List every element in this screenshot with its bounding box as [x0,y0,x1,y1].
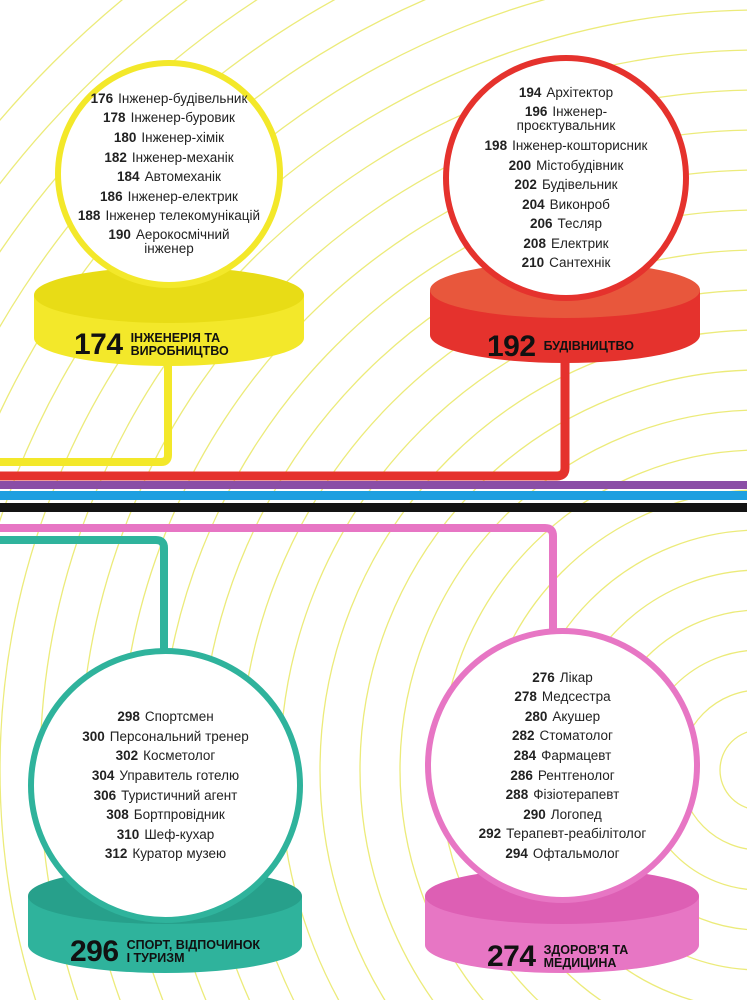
item-name: Медсестра [541,689,611,705]
item-page-number: 282 [511,728,535,744]
construction-connector [0,350,565,476]
sport-list [82,707,249,864]
item-page-number: 206 [530,216,553,232]
list-item[interactable] [485,195,648,215]
list-item[interactable] [78,226,260,259]
item-page-number: 184 [117,169,140,185]
section-page-number: 174 [74,328,123,361]
section-title: ІНЖЕНЕРІЯ ТА ВИРОБНИЦТВО [130,330,229,358]
item-name: Офтальмолог [532,845,620,861]
list-item[interactable] [485,103,648,136]
item-name: Інженер-електрик [127,188,238,204]
list-item[interactable] [82,766,249,786]
item-name: Бортпровідник [133,807,225,823]
item-name: Акушер [552,708,601,724]
item-page-number: 176 [90,90,114,106]
item-page-number: 276 [532,669,555,685]
list-item[interactable] [485,156,648,176]
list-item[interactable] [78,187,260,207]
list-item[interactable] [78,89,260,109]
black-stripe [0,503,747,512]
item-page-number: 210 [521,255,545,271]
list-item[interactable] [78,128,260,148]
list-item[interactable] [82,746,249,766]
item-page-number: 180 [113,129,137,145]
list-item[interactable] [485,234,648,254]
engineering-list [78,89,260,259]
health-connector [0,528,553,640]
engineering-bubble [55,60,283,288]
list-item[interactable] [78,206,260,226]
item-page-number: 288 [505,787,529,803]
item-name: Туристичний агент [121,787,238,803]
ring [720,730,747,810]
item-page-number: 182 [104,149,127,165]
list-item[interactable] [78,108,260,128]
item-name: Інженер-будівельник [118,90,248,106]
list-item[interactable] [479,844,647,864]
list-item[interactable] [485,136,648,156]
item-page-number: 186 [100,188,123,204]
item-page-number: 284 [513,747,537,763]
item-name: Інженер-кошторисник [512,137,648,153]
item-name: Косметолог [143,748,216,764]
item-page-number: 302 [115,748,139,764]
list-item[interactable] [479,668,647,688]
item-page-number: 290 [523,806,546,822]
item-page-number: 198 [484,137,508,153]
item-page-number: 306 [93,787,117,803]
list-item[interactable] [82,786,249,806]
sport-label[interactable] [70,935,260,969]
item-name: Інженер- проєктувальник [516,103,616,133]
item-name: Електрик [550,235,609,251]
item-page-number: 280 [524,708,548,724]
item-page-number: 188 [77,208,101,224]
purple-stripe [0,481,747,489]
health-bubble [425,628,700,903]
list-item[interactable] [479,785,647,805]
item-name: Аерокосмічний інженер [135,226,230,256]
item-page-number: 202 [514,177,537,193]
item-name: Лікар [559,669,593,685]
item-name: Інженер-буровик [130,110,235,126]
blue-stripe [0,491,747,500]
item-name: Архітектор [546,85,614,101]
sport-bubble [28,648,303,923]
list-item[interactable] [485,175,648,195]
list-item[interactable] [485,253,648,273]
section-page-number: 192 [487,330,536,363]
list-item[interactable] [479,805,647,825]
item-name: Спортсмен [144,709,214,725]
list-item[interactable] [82,707,249,727]
list-item[interactable] [82,805,249,825]
item-page-number: 286 [510,767,533,783]
item-name: Фізіотерапевт [533,787,620,803]
item-name: Виконроб [549,196,610,212]
construction-label[interactable] [487,330,634,364]
item-page-number: 300 [82,728,105,744]
construction-list [485,83,648,273]
item-page-number: 194 [518,85,542,101]
item-page-number: 178 [103,110,126,126]
section-title: СПОРТ, ВІДПОЧИНОК І ТУРИЗМ [126,937,261,965]
item-page-number: 208 [523,235,546,251]
list-item[interactable] [479,746,647,766]
list-item[interactable] [485,83,648,103]
construction-bubble [443,55,689,301]
section-page-number: 274 [487,940,536,973]
item-name: Будівельник [541,177,618,193]
list-item[interactable] [479,766,647,786]
engineering-label[interactable] [74,328,229,362]
sport-connector [0,540,164,660]
item-name: Фармацевт [541,747,612,763]
item-name: Інженер телекомунікацій [105,208,261,224]
section-page-number: 296 [70,935,119,968]
item-page-number: 308 [106,807,129,823]
section-title: БУДІВНИЦТВО [543,339,634,354]
item-name: Тесляр [557,216,602,232]
list-item[interactable] [78,148,260,168]
item-name: Сантехнік [549,255,611,271]
section-title: ЗДОРОВ'Я ТА МЕДИЦИНА [543,942,629,970]
item-page-number: 204 [522,196,545,212]
item-page-number: 294 [505,845,528,861]
item-name: Куратор музею [132,846,227,862]
item-page-number: 310 [116,826,140,842]
list-item[interactable] [78,167,260,187]
health-label[interactable] [487,940,628,974]
item-name: Автомеханік [144,169,221,185]
item-name: Стоматолог [539,728,613,744]
item-page-number: 292 [478,826,502,842]
list-item[interactable] [485,214,648,234]
health-list [479,668,647,864]
list-item[interactable] [82,825,249,845]
item-name: Логопед [550,806,602,822]
item-page-number: 200 [508,157,532,173]
item-name: Містобудівник [536,157,624,173]
list-item[interactable] [479,707,647,727]
item-name: Інженер-хімік [141,129,225,145]
item-name: Інженер-механік [131,149,234,165]
list-item[interactable] [479,687,647,707]
item-name: Терапевт-реабілітолог [506,826,647,842]
item-page-number: 312 [104,846,128,862]
list-item[interactable] [82,727,249,747]
engineering-connector [0,355,168,462]
item-page-number: 190 [108,226,131,242]
item-page-number: 304 [91,767,115,783]
list-item[interactable] [479,824,647,844]
item-page-number: 278 [514,689,537,705]
item-name: Управитель готелю [119,767,240,783]
list-item[interactable] [479,726,647,746]
item-name: Рентгенолог [537,767,615,783]
item-page-number: 196 [524,103,548,119]
list-item[interactable] [82,844,249,864]
item-name: Персональний тренер [109,728,249,744]
item-name: Шеф-кухар [144,826,215,842]
item-page-number: 298 [117,709,140,725]
